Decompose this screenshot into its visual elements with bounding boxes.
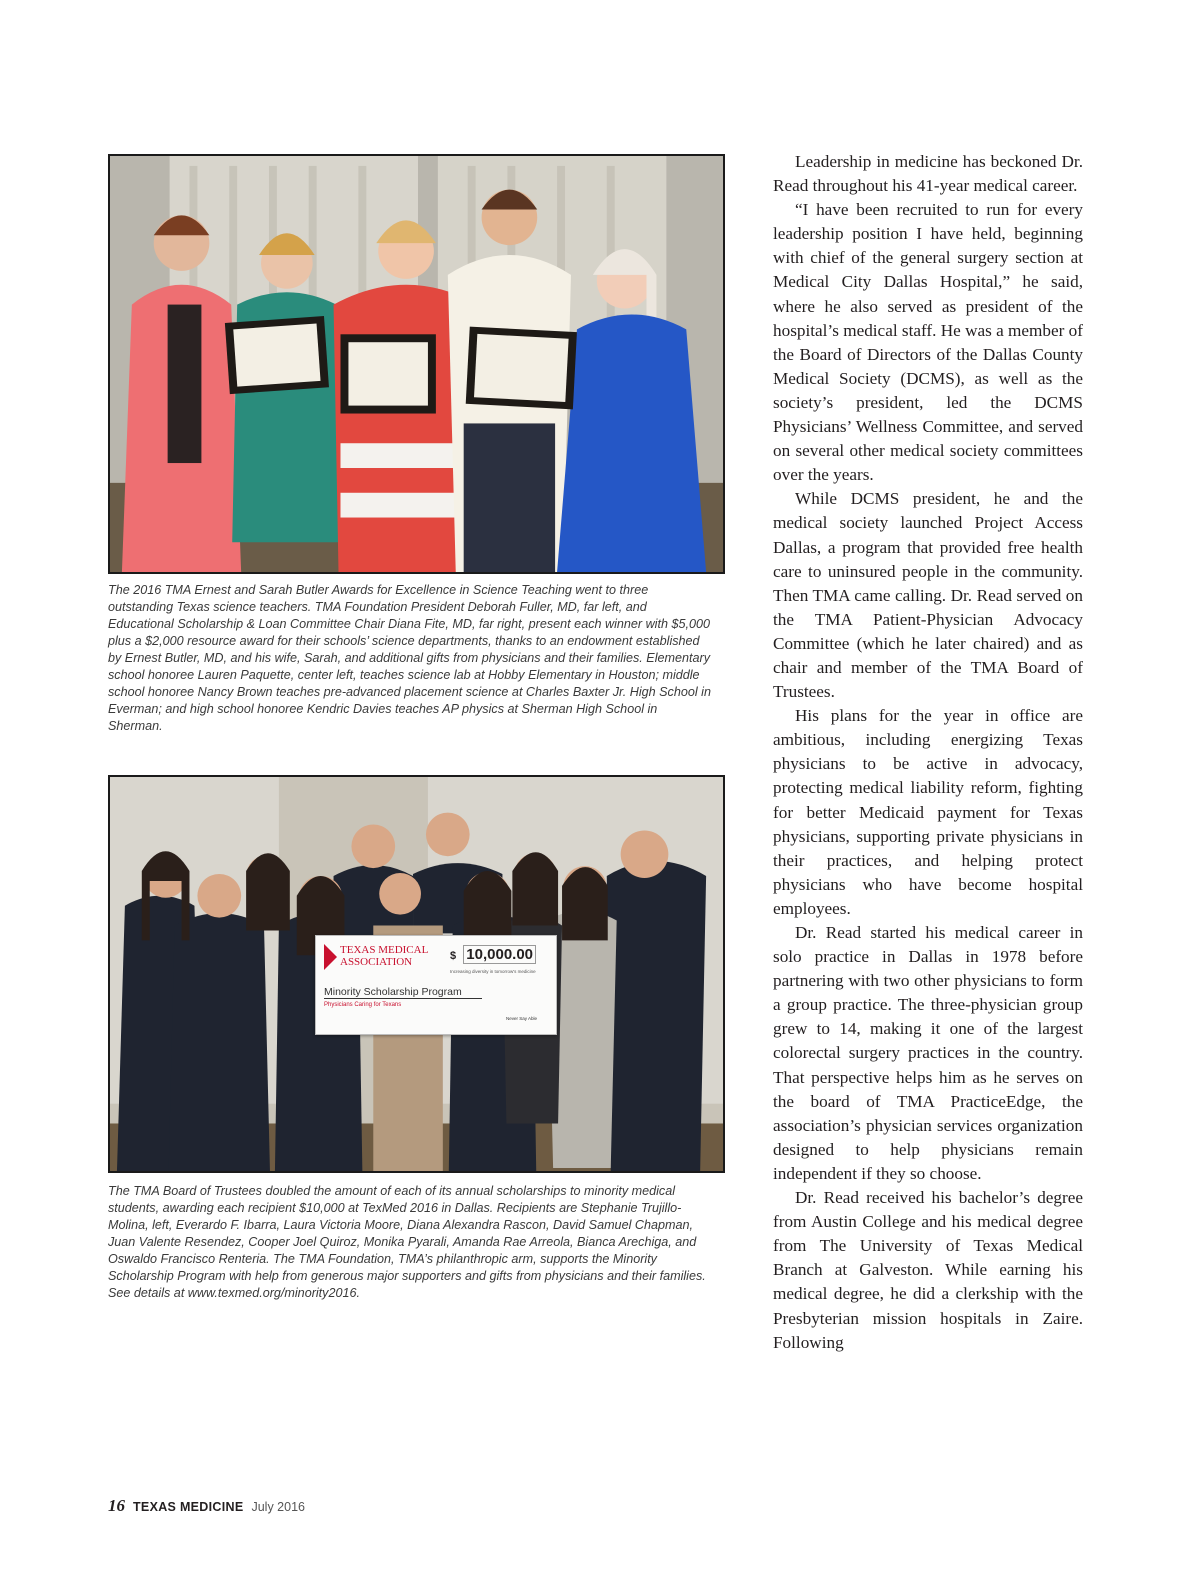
article-paragraph: Leadership in medicine has beckoned Dr. Read throughout his 41-year medical career.	[773, 152, 1083, 196]
check-org-line-2: ASSOCIATION	[340, 956, 413, 968]
check-program-name: Minority Scholarship Program	[324, 986, 482, 999]
magazine-name: TEXAS MEDICINE	[133, 1500, 244, 1514]
check-org-name	[340, 944, 428, 968]
certificate-3	[466, 327, 577, 410]
page-footer	[108, 1496, 305, 1518]
issue-date: July 2016	[251, 1500, 305, 1514]
check-amount-box	[450, 946, 536, 963]
check-tagline: Physicians Caring for Texans	[324, 1002, 402, 1008]
check-amount: 10,000.00	[463, 945, 536, 964]
big-check	[315, 935, 557, 1035]
article-paragraph: Dr. Read started his medical career in solo practice in Dallas in 1978 before partnering with two other physicians to form a group practice. The three-physician group grew to 14, making it one of the largest colorectal surgery practices in the country. That perspective helps him as he serves on the board of TMA PracticeEdge, the association’s physician services organization designed to help physicians remain independent if they so choose.	[773, 923, 1083, 1183]
article-paragraph: His plans for the year in office are ambitious, including energizing Texas physicians to be active in advocacy, protecting medical liability reform, fighting for better Medicaid payment for Texas physicians, supporting private physicians in their practices, and helping protect physicians who have become hospital employees.	[773, 706, 1083, 918]
caption-awards-photo: The 2016 TMA Ernest and Sarah Butler Awards for Excellence in Science Teaching went to three outstanding Texas science teachers. TMA Foundation President Deborah Fuller, MD, far left, and Educational Scholarship & Loan Committee Chair Diana Fite, MD, far right, present each winner with $5,000 plus a $2,000 resource award for their schools’ science departments, thanks to an endowment established by Ernest Butler, MD, and his wife, Sarah, and additional gifts from physicians and their families. Elementary school honoree Lauren Paquette, center left, teaches science lab at Hobby Elementary in Houston; middle school honoree Nancy Brown teaches pre-advanced placement science at Charles Baxter Jr. High School in Everman; and high school honoree Kendric Davies teaches AP physics at Sherman High School in Sherman.	[108, 583, 711, 733]
photo-awards-illustration	[110, 156, 723, 572]
article-paragraph: Dr. Read received his bachelor’s degree from Austin College and his medical degree from The University of Texas Medical Branch at Galveston. While earning his medical degree, he did a clerkship with the Presbyterian mission hospitals in Zaire. Following	[773, 1188, 1083, 1352]
caption-scholarship-photo: The TMA Board of Trustees doubled the amount of each of its annual scholarships to minority medical students, awarding each recipient $10,000 at TexMed 2016 in Dallas. Recipients are Stephanie Trujillo-Molina, left, Everardo F. Ibarra, Laura Victoria Moore, Diana Alexandra Rascon, David Samuel Chapman, Juan Valente Resendez, Cooper Joel Quiroz, Monika Pyarali, Amanda Rae Arreola, Bianca Arechiga, and Oswaldo Francisco Renteria. The TMA Foundation, TMA’s philanthropic arm, supports the Minority Scholarship Program with help from generous major supporters and gifts from physicians and their families. See details at www.texmed.org/minority2016.	[108, 1184, 706, 1300]
photo-science-teaching-awards	[108, 154, 725, 574]
article-paragraph: While DCMS president, he and the medical society launched Project Access Dallas, a program that provided free health care to uninsured people in the community. Then TMA came calling. Dr. Read served on the TMA Patient-Physician Advocacy Committee (which he later chaired) and as chair and member of the TMA Board of Trustees.	[773, 489, 1083, 702]
photo-minority-scholarship-recipients	[108, 775, 725, 1173]
check-amount-words: Increasing diversity in tomorrow's medicine	[450, 969, 536, 974]
page-number: 16	[108, 1496, 125, 1515]
certificate-2	[340, 334, 435, 413]
check-currency: $	[450, 950, 457, 962]
article-body	[773, 150, 1083, 1355]
article-paragraph: “I have been recruited to run for every leadership position I have held, beginning with chief of the general surgery section at Medical City Dallas Hospital,” he said, where he also served as president of the hospital’s medical staff. He was a member of the Board of Directors of the Dallas County Medical Society (DCMS), as well as the society’s president, led the DCMS Physicians’ Wellness Committee, and served on several other medical society committees over the years.	[773, 200, 1083, 485]
check-signature: Never Say Able	[506, 1016, 538, 1021]
tma-logo-mark	[324, 944, 337, 970]
certificate-1	[225, 316, 329, 394]
check-org-line-1: TEXAS MEDICAL	[340, 944, 429, 956]
